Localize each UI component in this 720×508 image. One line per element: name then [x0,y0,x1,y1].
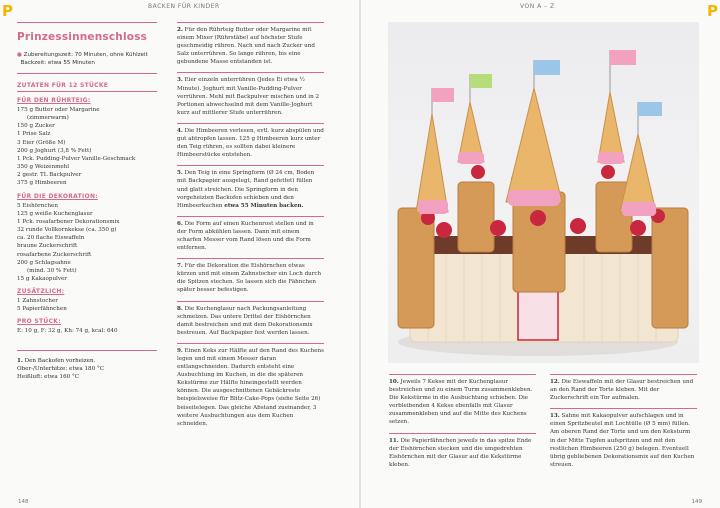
step-9 [177,344,324,434]
ingredient: (zimmerwarm) [27,115,69,122]
instructions-column [177,22,324,434]
step-text: Die Kuchenglasur nach Packungsanleitung schmelzen. Das untere Drittel der Eishörnchen damit bestreichen und mit dem Dekorationsmix bestreuen. Auf Backpapier fest werden lassen. [177,305,313,336]
ingredient: 1 Pck. Pudding-Pulver Vanille-Geschmack [17,155,136,162]
step-text: Die Eiswaffeln mit der Glasur bestreichen und an den Rand der Torte kleben. Mit der Zuckerschrift ein Tor aufmalen. [550,379,694,402]
step-number: 8. [177,305,183,312]
running-head-right: VON A – Z [520,3,555,10]
step-number: 12. [550,379,560,385]
section-heading-ruehrteig: FÜR DEN RÜHRTEIG: [17,97,91,104]
step-detail: Ober-/Unterhitze: etwa 180 °C [17,365,105,372]
ingredient: braune Zuckerschrift [17,243,78,250]
bake-time: Backzeit: etwa 55 Minuten [20,59,95,66]
step-number: 11. [389,437,399,444]
ingredient: 1 Zahnstocher [17,298,58,305]
step-3 [177,73,324,123]
ingredient: 15 g Kakaopulver [17,275,67,282]
step-5 [177,166,324,216]
step-number: 1. [17,357,23,364]
step-number: 2. [177,27,183,33]
step-emphasis: etwa 55 Minuten backen. [224,202,304,209]
step-text: Einen Keks zur Hälfte auf den Rand des Kuchens legen und mit einem Messer daran entlangschneiden. Dadurch entsteht eine Ausbuchtung im Kuchen, in die die späteren Kekstürme zur Hälfte hineingestellt werden können. Die ausgeschnittenen Gebäckreste beispielsweise für Blitz-Cake-Pops (siehe Seite 26) beiseitelegen. Das gleiche Abstand zueinander, 3 weitere Ausbuchtungen aus dem Kuchen schneiden. [177,347,324,427]
step-8 [177,302,324,344]
instructions-bottom-right [550,374,697,475]
step-2 [177,23,324,73]
step-6 [177,217,324,259]
ingredient: 125 g weiße Kuchenglasur [17,210,93,217]
section-heading-zusaetzlich: ZUSÄTZLICH: [17,288,65,296]
section-tab-right: P [707,2,718,20]
ingredient: 375 g Himbeeren [17,180,67,187]
step-number: 6. [177,220,183,227]
step-number: 3. [177,77,183,84]
ingredient: 5 Papierfähnchen [17,306,67,313]
step-text: Die Form auf einen Kuchenrost stellen und in der Form abkühlen lassen. Dann mit einem scharfen Messer vom Rand lösen und die Form entfernen. [177,220,314,252]
section-heading-dekoration: FÜR DIE DEKORATION: [17,192,98,200]
ingredient: 1 Pck. rosafarbener Dekorationsmix [17,218,120,225]
castle-cake-illustration [388,22,699,363]
step-10 [389,375,536,434]
ingredient: 1 Prise Salz [17,131,51,138]
recipe-meta [17,52,157,74]
step-number: 9. [177,347,183,354]
step-text: Sahne mit Kakaopulver aufschlagen und in einen Spritzbeutel mit Lochtülle (Ø 5 mm) füllen. Am oberen Rand der Torte und um den Keksturm in der Mitte Tupfen aufspritzen und mit den restlichen Himbeeren (250 g) belegen. Eventuell übrig gebliebenen Dekorationsmix auf den Kuchen streuen. [550,413,695,468]
step-1 [17,350,157,381]
clock-icon: ● [17,52,22,58]
step-number: 5. [177,170,183,177]
step-text: Die Papierfähnchen jeweils in das spitze Ende der Eishörnchen stecken und die umgedrehten Eishörnchen mit der Glasur auf die Kekstürme kleben. [389,437,532,468]
ingredient-list-dekoration [17,202,157,284]
page-number-left: 148 [18,499,29,505]
ingredient: rosafarbene Zuckerschrift [17,251,92,258]
ingredient-list-zusaetzlich [17,297,157,313]
ingredient: 2 gestr. TL Backpulver [17,172,82,179]
ingredient: (mind. 30 % Fett) [27,267,77,274]
page-number-right: 149 [691,499,702,505]
per-piece-heading: PRO STÜCK: [17,318,61,326]
ingredient: 200 g Joghurt (3,8 % Fett) [17,147,92,154]
step-text: Eier einzeln unterrühren (Jedes Ei etwa ½ Minute). Joghurt mit Vanille-Pudding-Pulver verrühren. Mehl mit Backpulver mischen und in 2 Portionen abwechselnd mit dem Vanille-Joghurt kurz auf mittlerer Stufe unterrühren. [177,77,320,116]
step-text: Die Himbeeren verlesen, evtl. kurz abspülen und gut abtropfen lassen. 125 g Himbeeren kurz unter den Teig rühren, es sollten dabei kleinere Himbeerstücke entstehen. [177,127,324,159]
step-text: Für die Dekoration die Eishörnchen etwas kürzen und mit einem Zahnstocher ein Loch durch die Spitzen stechen. So lassen sich die Fähnchen später besser befestigen. [177,263,322,294]
ingredient: 150 g Zucker [17,123,55,130]
ingredient-list-ruehrteig [17,106,157,188]
ingredient: 5 Eishörnchen [17,202,58,209]
ingredient: 175 g Butter oder Margarine [17,107,100,113]
step-7 [177,259,324,301]
ingredients-sidebar [17,22,157,381]
step-11 [389,434,536,475]
instructions-bottom-left [389,374,536,475]
step-text: Für den Rührteig Butter oder Margarine mit einem Mixer (Rührstäbe) auf höchster Stufe geschmeidig rühren. Nach und nach Zucker und Salz unterrühren. So lange rühren, bis eine gebundene Masse entstanden ist. [177,27,315,66]
step-number: 7. [177,263,183,270]
castle-cake-photo [388,22,699,363]
prep-time: ● Zubereitungszeit: 70 Minuten, ohne Kühlzeit [17,52,148,58]
running-head-left: BACKEN FÜR KINDER [148,3,220,10]
ingredient: 350 g Weizenmehl [17,164,70,171]
ingredient: ca. 20 flache Eiswaffeln [17,235,85,242]
step-detail: Heißluft: etwa 160 °C [17,373,80,380]
recipe-title: Prinzessinnenschloss [17,31,148,43]
ingredient: 200 g Schlagsahne [17,259,71,266]
step-number: 4. [177,127,183,134]
ingredient: 32 runde Vollkornkekse (ca. 350 g) [17,227,117,234]
step-13 [550,409,697,475]
step-text: Jeweils 7 Kekse mit der Kuchenglasur bestreichen und zu einem Turm zusammenkleben. Die Kekstürme in die Ausbuchtung schieben. Die verbleibenden 4 Kekse ebenfalls mit Glasur zusammenkleben und auf die Mitte des Kuchens setzen. [389,379,533,426]
step-4 [177,124,324,166]
step-text: Den Teig in eine Springform (Ø 24 cm, Boden mit Backpapier ausgelegt, Rand gefettet) füllen und glatt streichen. Die Springform in den vorgeheizten Backofen schieben und den Himbeerkuchen [177,170,315,209]
ingredient: 3 Eier (Größe M) [17,139,66,146]
step-number: 10. [389,379,399,385]
step-12 [550,375,697,409]
step-number: 13. [550,413,560,420]
step-text: Den Backofen vorheizen. [24,357,96,364]
section-tab-left: P [2,2,13,20]
nutrition-info: E: 10 g, F: 32 g, Kh: 74 g, kcal: 640 [17,328,118,335]
servings-heading: ZUTATEN FÜR 12 STÜCKE [17,82,157,92]
